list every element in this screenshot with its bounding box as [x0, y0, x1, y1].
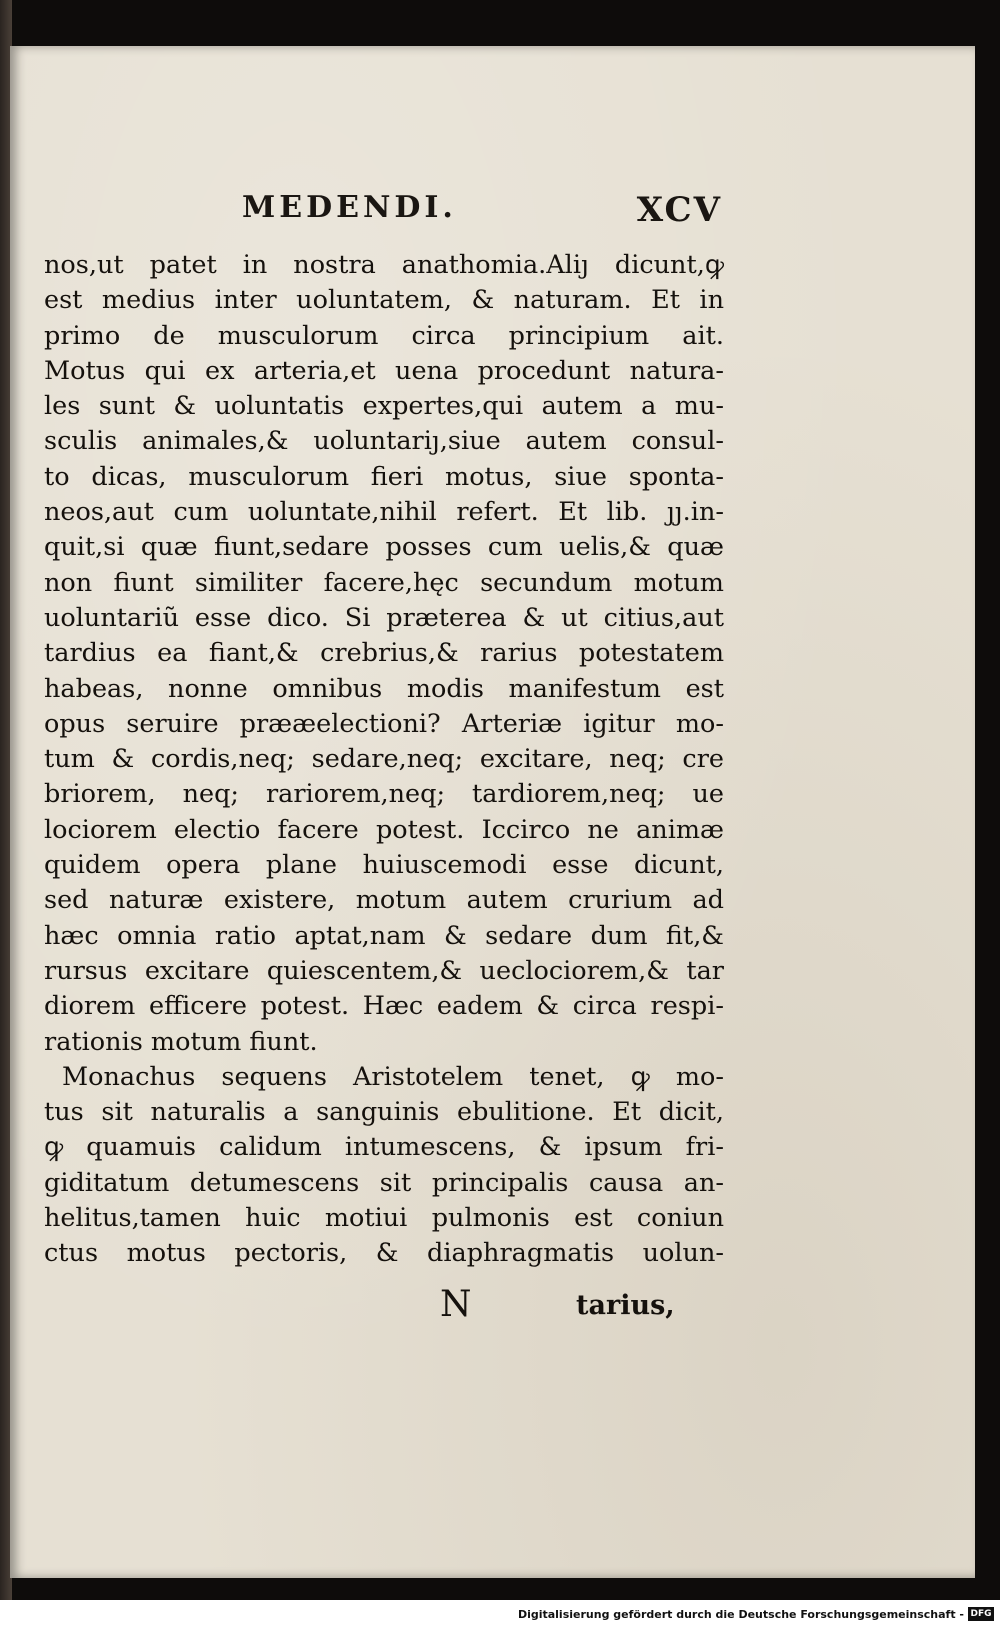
text-line: giditatum detumescens sit principalis causa an-	[44, 1167, 724, 1198]
text-line: tus sit naturalis a sanguinis ebulitione. Et dicit,	[44, 1097, 724, 1128]
text-line: tardius ea fiant,& crebrius,& rarius potestatem	[44, 638, 724, 669]
folio-number: XCV	[636, 190, 722, 230]
funding-credit: Digitalisierung gefördert durch die Deutsche Forschungsgemeinschaft -	[517, 1608, 964, 1621]
footer-bar	[0, 1600, 1000, 1630]
paragraph-start-line: Monachus sequens Aristotelem tenet, ꝙ mo-	[62, 1061, 724, 1092]
text-line: diorem efficere potest. Hæc eadem & circa respi-	[44, 991, 724, 1022]
signature-mark: N	[440, 1284, 472, 1325]
text-line: helitus,tamen huic motiui pulmonis est coniun	[44, 1203, 724, 1234]
main-text-block	[44, 248, 724, 1272]
text-line: primo de musculorum circa principium ait.	[44, 320, 724, 351]
text-line: ꝙ quamuis calidum intumescens, & ipsum fri-	[44, 1132, 724, 1163]
text-line: quidem opera plane huiuscemodi esse dicunt,	[44, 850, 724, 881]
text-line: ctus motus pectoris, & diaphragmatis uolun-	[44, 1238, 724, 1269]
text-line: rursus excitare quiescentem,& ueclociorem,& tar	[44, 955, 724, 986]
text-line: to dicas, musculorum fieri motus, siue sponta-	[44, 461, 724, 492]
text-line: opus seruire prææelectioni? Arteriæ igitur mo-	[44, 708, 724, 739]
text-line: les sunt & uoluntatis expertes,qui autem a mu-	[44, 391, 724, 422]
running-head: MEDENDI.	[242, 190, 457, 225]
dfg-logo: DFG	[968, 1607, 994, 1621]
text-line: est medius inter uoluntatem, & naturam. Et in	[44, 285, 724, 316]
text-line: tum & cordis,neq; sedare,neq; excitare, neq; cre	[44, 744, 724, 775]
text-line: habeas, nonne omnibus modis manifestum est	[44, 673, 724, 704]
text-line: non fiunt similiter facere,hęc secundum motum	[44, 567, 724, 598]
text-line: briorem, neq; rariorem,neq; tardiorem,neq; ue	[44, 779, 724, 810]
catchword: tarius,	[576, 1290, 675, 1321]
text-line: neos,aut cum uoluntate,nihil refert. Et lib. ȷȷ.in-	[44, 497, 724, 528]
paragraph-end-line: rationis motum fiunt.	[44, 1026, 318, 1057]
text-line: uoluntariũ esse dico. Si præterea & ut citius,aut	[44, 602, 724, 633]
text-line: sculis animales,& uoluntariȷ,siue autem consul-	[44, 426, 724, 457]
text-line: lociorem electio facere potest. Iccirco ne animæ	[44, 814, 724, 845]
page-header	[242, 190, 722, 238]
text-line: quit,si quæ fiunt,sedare posses cum uelis,& quæ	[44, 532, 724, 563]
text-line: hæc omnia ratio aptat,nam & sedare dum fit,&	[44, 920, 724, 951]
text-line: sed naturæ existere, motum autem crurium ad	[44, 885, 724, 916]
text-line: Motus qui ex arteria,et uena procedunt natura-	[44, 355, 724, 386]
text-line: nos,ut patet in nostra anathomia.Aliȷ dicunt,ꝙ	[44, 250, 724, 280]
